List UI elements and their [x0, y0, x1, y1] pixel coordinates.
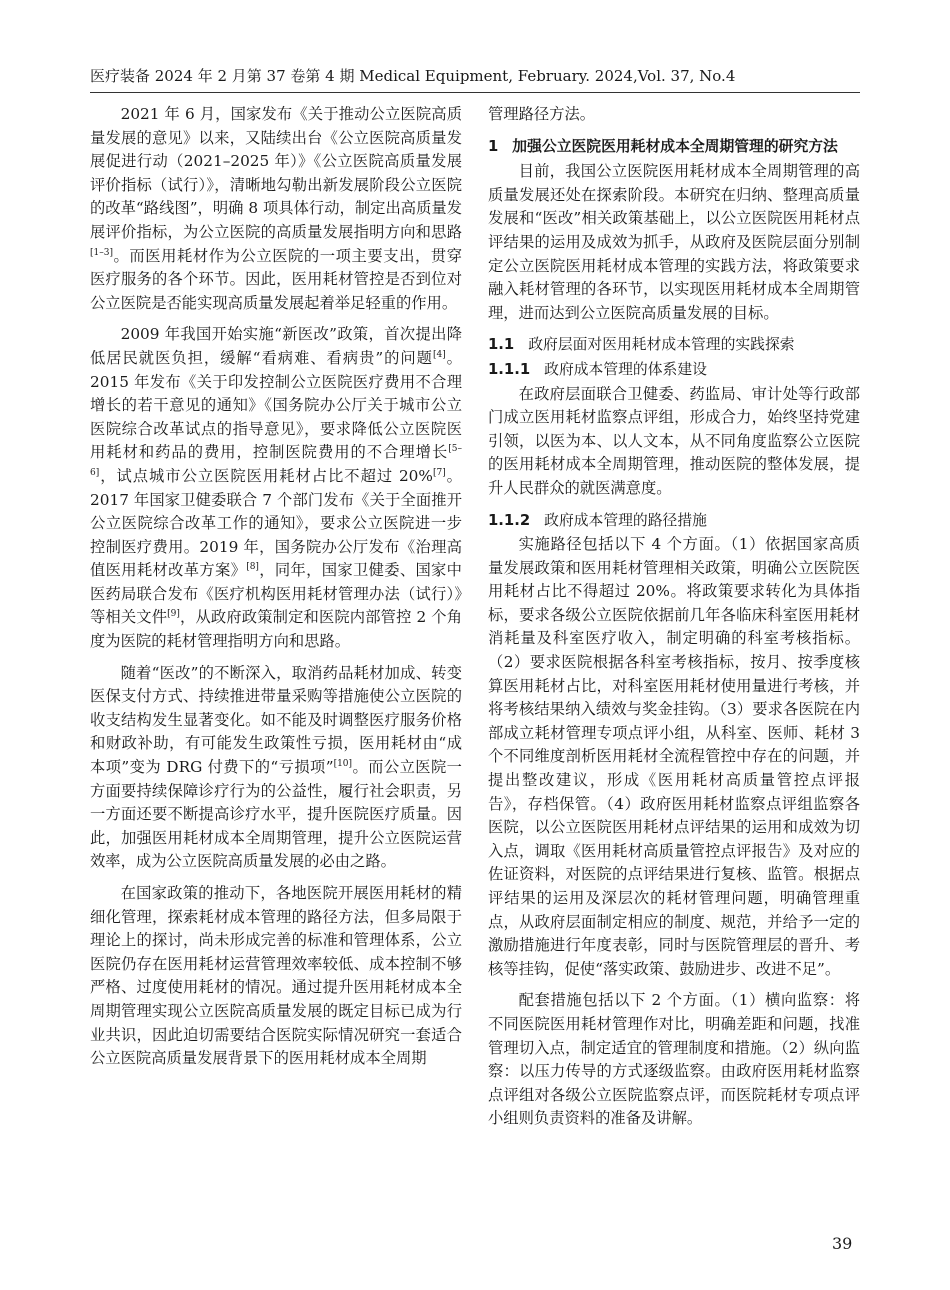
- text: 2021 年 6 月，国家发布《关于推动公立医院高质量发展的意见》以来，又陆续出台《公立医院高质量发展促进行动（2021–2025 年）》《公立医院高质量发展评价指标（试行）》，清晰地勾勒出新发展阶段公立医院的改革“路线图”，明确 8 项具体行动，制定出高质量发展评价指标，为公立医院的高质量发展指明方向和思路: [90, 105, 462, 241]
- text: 。而公立医院一方面要持续保障诊疗行为的公益性，履行社会职责，另一方面还要不断提高诊疗水平，提升医院医疗质量。因此，加强医用耗材成本全周期管理，提升公立医院运营效率，成为公立医院高质量发展的必由之路。: [90, 758, 462, 871]
- paragraph-8: 配套措施包括以下 2 个方面。（1）横向监察：将不同医院医用耗材管理作对比，明确差距和问题，找准管理切入点，制定适宜的管理制度和措施。（2）纵向监察：以压力传导的方式逐级监察。由政府医用耗材监察点评组对各级公立医院监察点评，而医院耗材专项点评小组则负责资料的准备及讲解。: [488, 991, 860, 1128]
- section-heading-1-1-1: [488, 358, 860, 382]
- text: 。2017 年国家卫健委联合 7 个部门发布《关于全面推开公立医院综合改革工作的通知》，要求公立医院进一步控制医疗费用。2019 年，国务院办公厅发布《治理高值医用耗材改革方案》: [90, 466, 462, 580]
- section-heading-1: [488, 135, 860, 159]
- citation[interactable]: [1–3]: [90, 247, 113, 258]
- paragraph-3: [90, 662, 462, 874]
- text: 随着“医改”的不断深入，取消药品耗材加成、转变医保支付方式、持续推进带量采购等措施使公立医院的收支结构发生显著变化。如不能及时调整医疗服务价格和财政补助，有可能发生政策性亏损，医用耗材由“成本项”变为 DRG 付费下的“亏损项”: [90, 663, 462, 777]
- section-title: 政府成本管理的路径措施: [544, 511, 707, 529]
- running-header: 医疗装备 2024 年 2 月第 37 卷第 4 期 Medical Equipment, February. 2024,Vol. 37, No.4: [90, 67, 736, 85]
- section-title: 政府成本管理的体系建设: [544, 360, 707, 378]
- paragraph-continued: 管理路径方法。: [488, 105, 596, 123]
- paragraph-1: [90, 103, 462, 315]
- section-heading-1-1-2: [488, 509, 860, 533]
- header-rule: [90, 92, 860, 93]
- paragraph-7: 实施路径包括以下 4 个方面。（1）依据国家高质量发展政策和医用耗材管理相关政策，明确公立医院医用耗材占比不得超过 20%。将政策要求转化为具体指标，要求各级公立医院依据前几年各临床科室医用耗材消耗量及科室医疗收入，制定明确的科室考核指标。（2）要求医院根据各科室考核指标，按月、按季度核算医用耗材占比，对科室医用耗材使用量进行考核，并将考核结果纳入绩效与奖金挂钩。（3）要求各医院在内部成立耗材管理专项点评小组，从科室、医师、耗材 3 个不同维度剖析医用耗材全流程管控中存在的问题，并提出整改建议，形成《医用耗材高质量管控点评报告》，存档保管。（4）政府医用耗材监察点评组监察各医院，以公立医院医用耗材点评结果的运用和成效为切入点，调取《医用耗材高质量管控点评报告》及对应的佐证资料，对医院的点评结果进行复核、监管。根据点评结果的运用及深层次的耗材管理问题，明确管理重点，从政府层面制定相应的制度、规范，并给予一定的激励措施进行年度表彰，同时与医院管理层的晋升、考核等挂钩，促使“落实政策、鼓励进步、改进不足”。: [488, 535, 860, 978]
- paragraph-4: 在国家政策的推动下，各地医院开展医用耗材的精细化管理，探索耗材成本管理的路径方法，但多局限于理论上的探讨，尚未形成完善的标准和管理体系，公立医院仍存在医用耗材运营管理效率较低、成本控制不够严格、过度使用耗材的情况。通过提升医用耗材成本全周期管理实现公立医院高质量发展的既定目标已成为行业共识，因此迫切需要结合医院实际情况研究一套适合公立医院高质量发展背景下的医用耗材成本全周期: [90, 884, 462, 1068]
- citation[interactable]: [10]: [333, 758, 353, 769]
- paragraph-6: 在政府层面联合卫健委、药监局、审计处等行政部门成立医用耗材监察点评组，形成合力，始终坚持党建引领，以医为本、以人文本，从不同角度监察公立医院的医用耗材成本全周期管理，推动医院的整体发展，提升人民群众的就医满意度。: [488, 384, 860, 497]
- section-title: 加强公立医院医用耗材成本全周期管理的研究方法: [512, 137, 838, 155]
- text: ，试点城市公立医院医用耗材占比不超过 20%: [99, 466, 433, 485]
- section-number: 1.1.2: [488, 511, 531, 529]
- citation[interactable]: [5–6]: [90, 444, 462, 478]
- text: ，同年，国家卫健委、国家中医药局联合发布《医疗机构医用耗材管理办法（试行）》等相关文件: [90, 561, 462, 627]
- text: ，从政府政策制定和医院内部管控 2 个角度为医院的耗材管理指明方向和思路。: [90, 608, 462, 651]
- left-column: [90, 103, 462, 1079]
- paragraph-2: [90, 323, 462, 653]
- section-number: 1: [488, 137, 499, 155]
- section-heading-1-1: [488, 333, 860, 357]
- text: 。2015 年发布《关于印发控制公立医院医疗费用不合理增长的若干意见的通知》《国务院办公厅关于城市公立医院综合改革试点的指导意见》，要求降低公立医院医用耗材和药品的费用，控制医院费用的不合理增长: [90, 348, 462, 462]
- section-number: 1.1.1: [488, 360, 531, 378]
- citation[interactable]: [9]: [167, 609, 180, 620]
- text: 2009 年我国开始实施“新医改”政策，首次提出降低居民就医负担，缓解“看病难、看病贵”的问题: [90, 325, 462, 367]
- section-number: 1.1: [488, 336, 515, 354]
- section-title: 政府层面对医用耗材成本管理的实践探索: [528, 336, 795, 354]
- citation[interactable]: [8]: [246, 562, 259, 573]
- citation[interactable]: [4]: [432, 349, 446, 360]
- page-number: 39: [832, 1234, 853, 1253]
- citation[interactable]: [7]: [432, 467, 446, 478]
- paragraph-5: 目前，我国公立医院医用耗材成本全周期管理的高质量发展还处在探索阶段。本研究在归纳、整理高质量发展和“医改”相关政策基础上，以公立医院医用耗材点评结果的运用及成效为抓手，从政府及医院层面分别制定公立医院医用耗材成本管理的实践方法，将政策要求融入耗材管理的各环节，以实现医用耗材成本全周期管理，进而达到公立医院高质量发展的目标。: [488, 162, 860, 322]
- text: 。而医用耗材作为公立医院的一项主要支出，贯穿医疗服务的各个环节。因此，医用耗材管控是否到位对公立医院是否能实现高质量发展起着举足轻重的作用。: [90, 246, 462, 312]
- right-column: [488, 103, 860, 1139]
